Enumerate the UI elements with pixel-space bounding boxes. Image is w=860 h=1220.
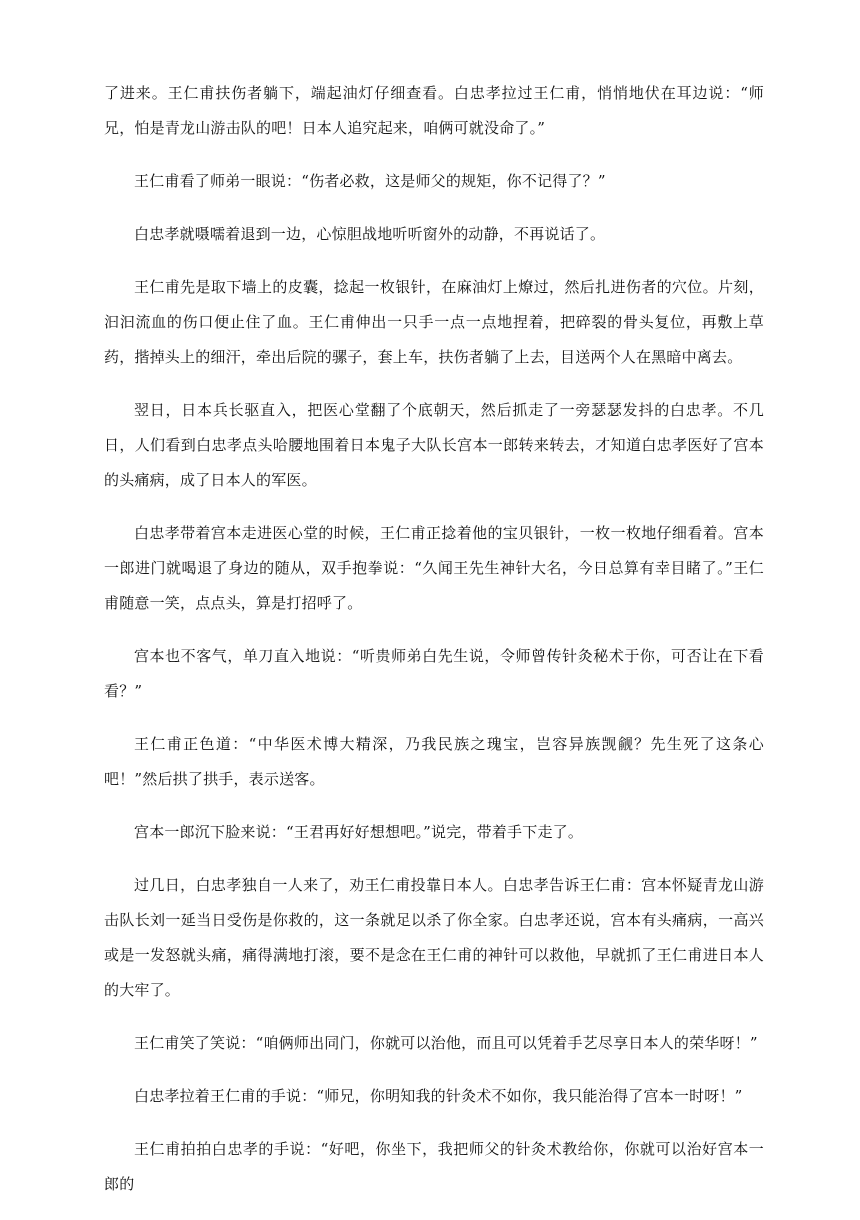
- paragraph: 王仁甫先是取下墙上的皮囊，捻起一枚银针，在麻油灯上燎过，然后扎进伤者的穴位。片刻，汩汩流血的伤口便止住了血。王仁甫伸出一只手一点一点地捏着，把碎裂的骨头复位，再敷上草药，揩掉头上的细汗，牵出后院的骡子，套上车，扶伤者躺了上去，目送两个人在黑暗中离去。: [104, 278, 764, 366]
- paragraph: 翌日，日本兵长驱直入，把医心堂翻了个底朝天，然后抓走了一旁瑟瑟发抖的白忠孝。不几日，人们看到白忠孝点头哈腰地围着日本鬼子大队长宫本一郎转来转去，才知道白忠孝医好了宫本的头痛病，成了日本人的军医。: [104, 401, 764, 489]
- paragraph: 王仁甫看了师弟一眼说：“伤者必救，这是师父的规矩，你不记得了？”: [134, 172, 606, 190]
- paragraph: 王仁甫拍拍白忠孝的手说：“好吧，你坐下，我把师父的针灸术教给你，你就可以治好宫本一郎的: [104, 1140, 764, 1193]
- paragraph: 白忠孝就嗫嚅着退到一边，心惊胆战地听听窗外的动静，不再说话了。: [134, 225, 606, 243]
- paragraph: 过几日，白忠孝独自一人来了，劝王仁甫投靠日本人。白忠孝告诉王仁甫：宫本怀疑青龙山游击队长刘一延当日受伤是你救的，这一条就足以杀了你全家。白忠孝还说，宫本有头痛病，一高兴或是一发怒就头痛，痛得满地打滚，要不是念在王仁甫的神针可以救他，早就抓了王仁甫进日本人的大牢了。: [104, 876, 764, 999]
- story-body: [104, 76, 764, 1220]
- paragraph: 白忠孝带着宫本走进医心堂的时候，王仁甫正捻着他的宝贝银针，一枚一枚地仔细看着。宫本一郎进门就喝退了身边的随从，双手抱拳说：“久闻王先生神针大名，今日总算有幸目睹了。”王仁甫随意一笑，点点头，算是打招呼了。: [104, 524, 764, 612]
- paragraph: 王仁甫笑了笑说：“咱俩师出同门，你就可以治他，而且可以凭着手艺尽享日本人的荣华呀！”: [134, 1034, 758, 1052]
- paragraph: 宫本也不客气，单刀直入地说：“听贵师弟白先生说，令师曾传针灸秘术于你，可否让在下看看？”: [104, 647, 764, 700]
- paragraph: 宫本一郎沉下脸来说：“王君再好好想想吧。”说完，带着手下走了。: [134, 823, 584, 841]
- paragraph: 王仁甫正色道：“中华医术博大精深，乃我民族之瑰宝，岂容异族觊觎？先生死了这条心吧！”然后拱了拱手，表示送客。: [104, 735, 764, 788]
- paragraph: 了进来。王仁甫扶伤者躺下，端起油灯仔细查看。白忠孝拉过王仁甫，悄悄地伏在耳边说：“师兄，怕是青龙山游击队的吧！日本人追究起来，咱俩可就没命了。”: [104, 84, 764, 137]
- paragraph: 白忠孝拉着王仁甫的手说：“师兄，你明知我的针灸术不如你，我只能治得了宫本一时呀！”: [134, 1087, 743, 1105]
